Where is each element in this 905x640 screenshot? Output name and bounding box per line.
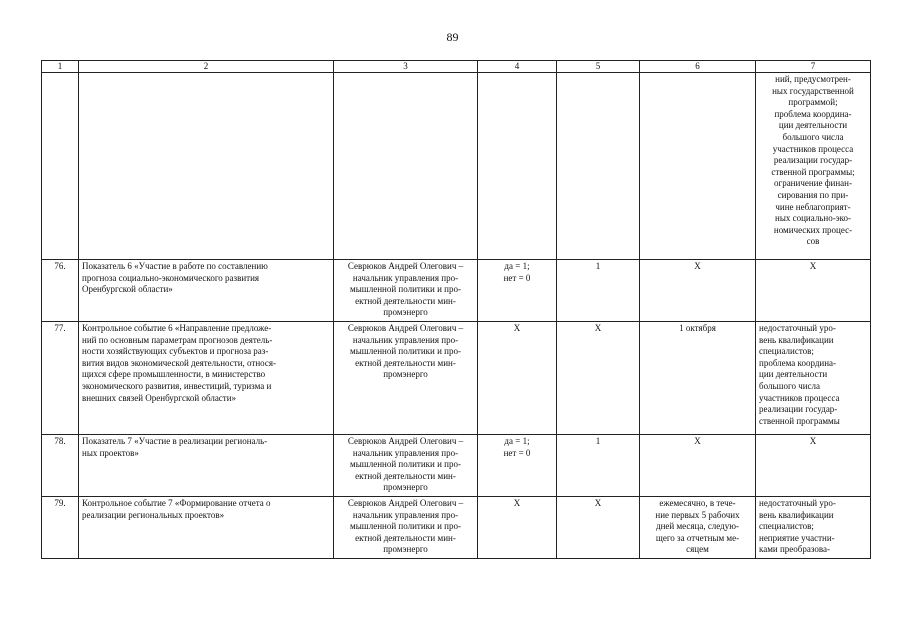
table-row-continuation: [42, 73, 871, 260]
table-row: [42, 322, 871, 435]
unit-cell: да = 1; нет = 0: [478, 260, 557, 322]
value-cell: 1: [557, 260, 640, 322]
indicator-name-cell: Контрольное событие 7 «Формирование отчета о реализации региональных проектов»: [79, 497, 334, 559]
column-header: 6: [640, 61, 756, 73]
column-header: 3: [334, 61, 478, 73]
unit-cell: да = 1; нет = 0: [478, 435, 557, 497]
row-number-cell: [42, 73, 79, 260]
column-number-row: [42, 61, 871, 73]
indicator-name-cell: Показатель 6 «Участие в работе по составлению прогноза социально-экономического развития Оренбургской области»: [79, 260, 334, 322]
value-cell: Х: [557, 322, 640, 435]
deadline-cell: [640, 73, 756, 260]
risk-cell: недостаточный уро- вень квалификации специалистов; неприятие участни- ками преобразова-: [756, 497, 871, 559]
unit-cell: [478, 73, 557, 260]
column-header: 5: [557, 61, 640, 73]
risk-cell: Х: [756, 260, 871, 322]
unit-cell: Х: [478, 322, 557, 435]
deadline-cell: 1 октября: [640, 322, 756, 435]
responsible-person-cell: [334, 73, 478, 260]
deadline-cell: ежемесячно, в тече- ние первых 5 рабочих дней месяца, следую- щего за отчетным ме- сяцем: [640, 497, 756, 559]
row-number-cell: 78.: [42, 435, 79, 497]
value-cell: Х: [557, 497, 640, 559]
column-header: 7: [756, 61, 871, 73]
risk-cell: Х: [756, 435, 871, 497]
table-row: [42, 497, 871, 559]
value-cell: 1: [557, 435, 640, 497]
indicator-name-cell: Показатель 7 «Участие в реализации региональ- ных проектов»: [79, 435, 334, 497]
indicator-name-cell: Контрольное событие 6 «Направление предложе- ний по основным параметрам прогнозов деятель- ности хозяйствующих субъектов и прогноза раз- вития видов экономической деятельности, относя- щихся сфере промышленности, в министерство экономического развития, инвестиций, туризма и внешних связей Оренбургской области»: [79, 322, 334, 435]
table-row: [42, 435, 871, 497]
responsible-person-cell: Севрюков Андрей Олегович – начальник управления про- мышленной политики и про- ектной деятельности мин- промэнерго: [334, 260, 478, 322]
responsible-person-cell: Севрюков Андрей Олегович – начальник управления про- мышленной политики и про- ектной деятельности мин- промэнерго: [334, 435, 478, 497]
responsible-person-cell: Севрюков Андрей Олегович – начальник управления про- мышленной политики и про- ектной деятельности мин- промэнерго: [334, 322, 478, 435]
row-number-cell: 77.: [42, 322, 79, 435]
responsible-person-cell: Севрюков Андрей Олегович – начальник управления про- мышленной политики и про- ектной деятельности мин- промэнерго: [334, 497, 478, 559]
risk-cell: ний, предусмотрен- ных государственной программой; проблема координа- ции деятельности большого числа участников процесса реализации государ- ственной программы; ограничение финан- сирования по при- чине неблагоприят- ных социально-эко- номических процес- сов: [756, 73, 871, 260]
page-number: 89: [446, 30, 459, 44]
deadline-cell: Х: [640, 260, 756, 322]
unit-cell: Х: [478, 497, 557, 559]
indicator-name-cell: [79, 73, 334, 260]
column-header: 1: [42, 61, 79, 73]
row-number-cell: 79.: [42, 497, 79, 559]
table-row: [42, 260, 871, 322]
value-cell: [557, 73, 640, 260]
risk-cell: недостаточный уро- вень квалификации специалистов; проблема координа- ции деятельности большого числа участников процесса реализации государ- ственной программы: [756, 322, 871, 435]
deadline-cell: Х: [640, 435, 756, 497]
column-header: 2: [79, 61, 334, 73]
column-header: 4: [478, 61, 557, 73]
program-table: [41, 60, 871, 559]
row-number-cell: 76.: [42, 260, 79, 322]
